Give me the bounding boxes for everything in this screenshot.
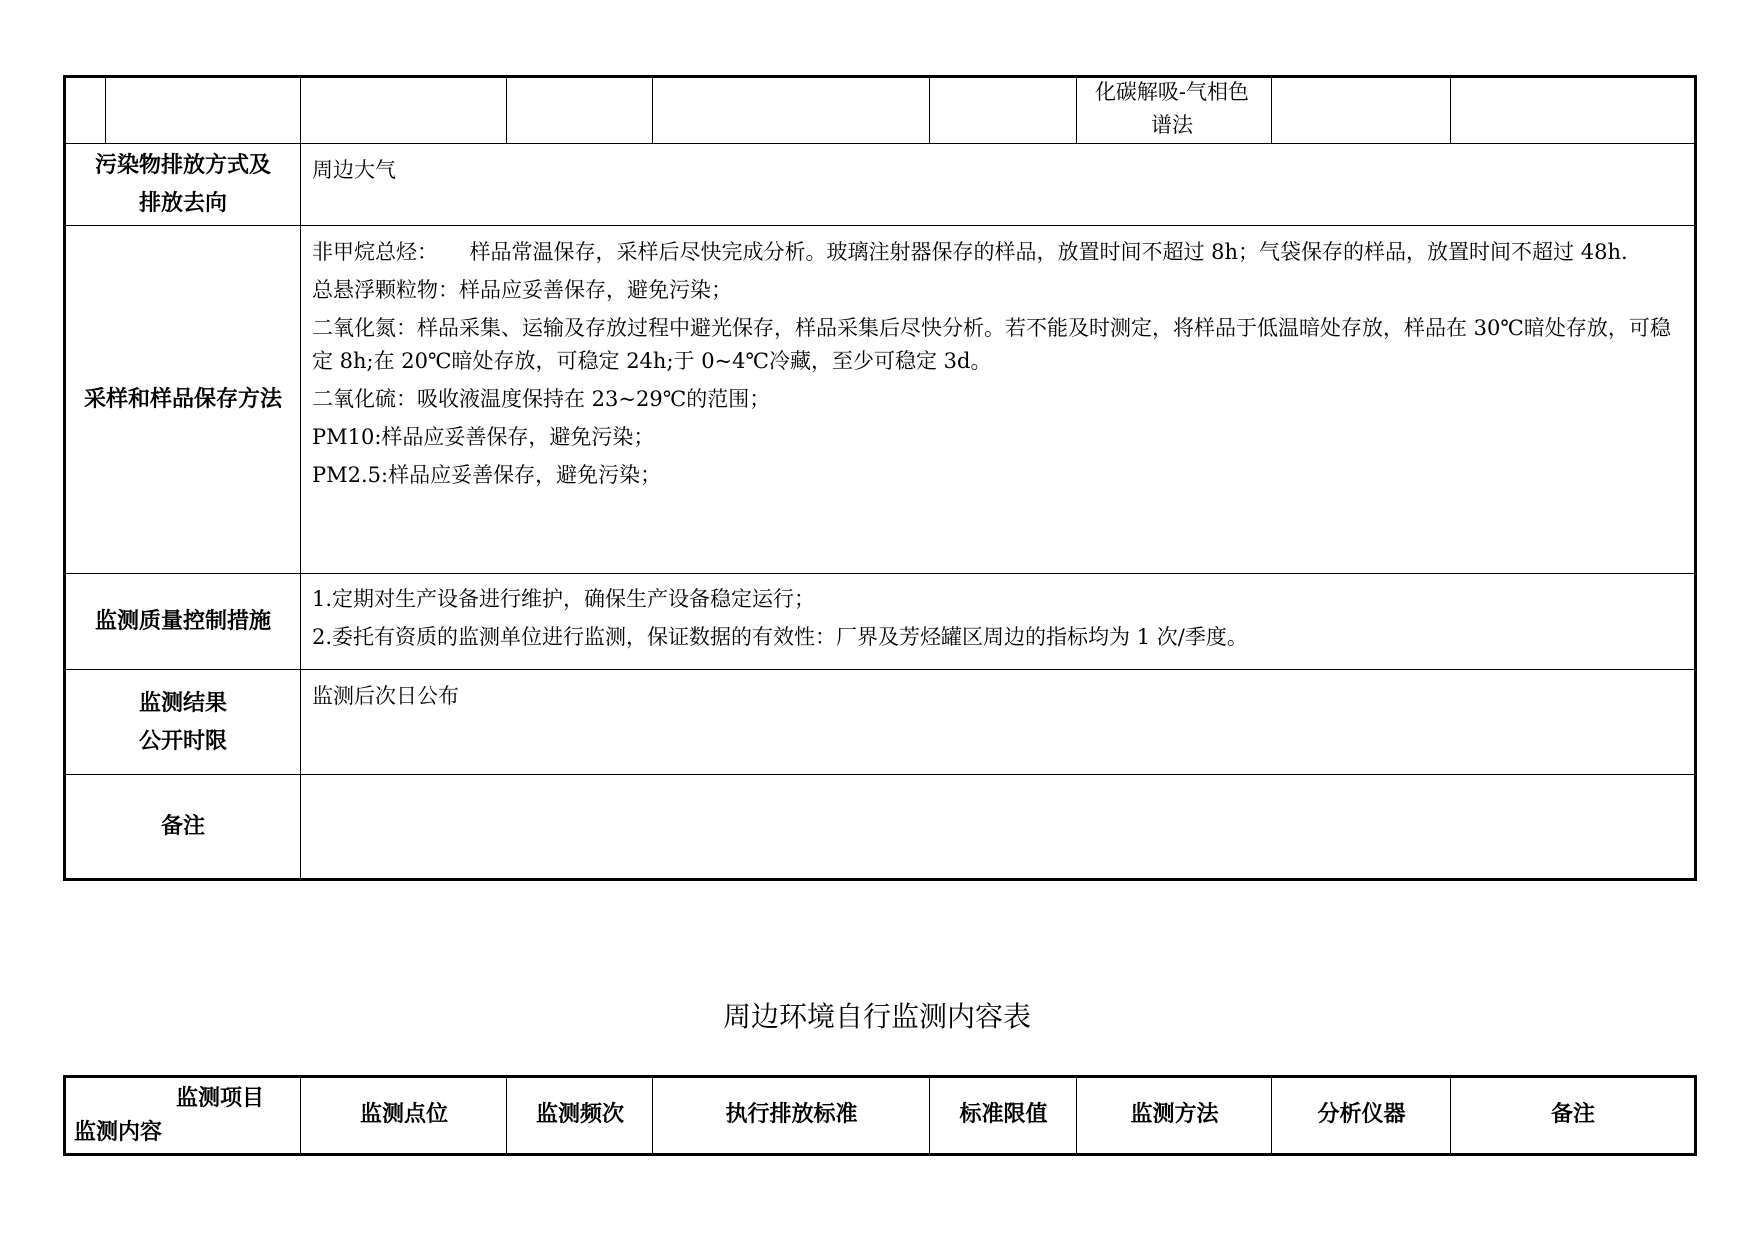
header-limit: 标准限值 — [959, 1102, 1048, 1127]
quality-line: 2.委托有资质的监测单位进行监测，保证数据的有效性：厂界及芳烃罐区周边的指标均为 1 次/季度。 — [312, 625, 1248, 649]
header-point: 监测点位 — [359, 1102, 448, 1127]
diag-bottom-label: 监测内容 — [74, 1120, 163, 1145]
header-remarks: 备注 — [1550, 1102, 1595, 1127]
header-method: 监测方法 — [1130, 1102, 1219, 1127]
header-instrument: 分析仪器 — [1317, 1102, 1406, 1127]
discharge-value: 周边大气 — [312, 158, 396, 182]
header-standard: 执行排放标准 — [725, 1102, 858, 1127]
quality-label: 监测质量控制措施 — [94, 609, 271, 634]
sampling-line: 非甲烷总烃： 样品常温保存，采样后尽快完成分析。玻璃注射器保存的样品，放置时间不超过 8h；气袋保存的样品，放置时间不超过 48h. — [312, 240, 1628, 264]
quality-text — [312, 583, 1684, 654]
publish-label: 监测结果 公开时限 — [138, 690, 227, 754]
sampling-line: 总悬浮颗粒物：样品应妥善保存，避免污染； — [312, 278, 732, 302]
method-cell: 化碳解吸-气相色谱法 — [1094, 80, 1250, 137]
diag-top-label: 监测项目 — [176, 1086, 265, 1111]
sampling-line: PM10:样品应妥善保存，避免污染； — [312, 425, 655, 449]
sampling-label: 采样和样品保存方法 — [83, 387, 282, 412]
sampling-line: 二氧化氮：样品采集、运输及存放过程中避光保存，样品采集后尽快分析。若不能及时测定，将样品于低温暗处存放，样品在 30℃暗处存放，可稳定 8h;在 20℃暗处存放，可稳定 24h;于 0~4℃冷藏，至少可稳定 3d。 — [312, 316, 1671, 373]
sampling-text — [312, 236, 1684, 492]
remarks-label: 备注 — [160, 814, 205, 839]
sampling-line: 二氧化硫：吸收液温度保持在 23~29℃的范围； — [312, 387, 771, 411]
sampling-line: PM2.5:样品应妥善保存，避免污染； — [312, 463, 662, 487]
quality-line: 1.定期对生产设备进行维护，确保生产设备稳定运行； — [312, 587, 816, 611]
discharge-label: 污染物排放方式及排放去向 — [94, 153, 271, 216]
publish-value: 监测后次日公布 — [312, 684, 459, 708]
header-frequency: 监测频次 — [535, 1102, 624, 1127]
section-title: 周边环境自行监测内容表 — [722, 1000, 1031, 1033]
